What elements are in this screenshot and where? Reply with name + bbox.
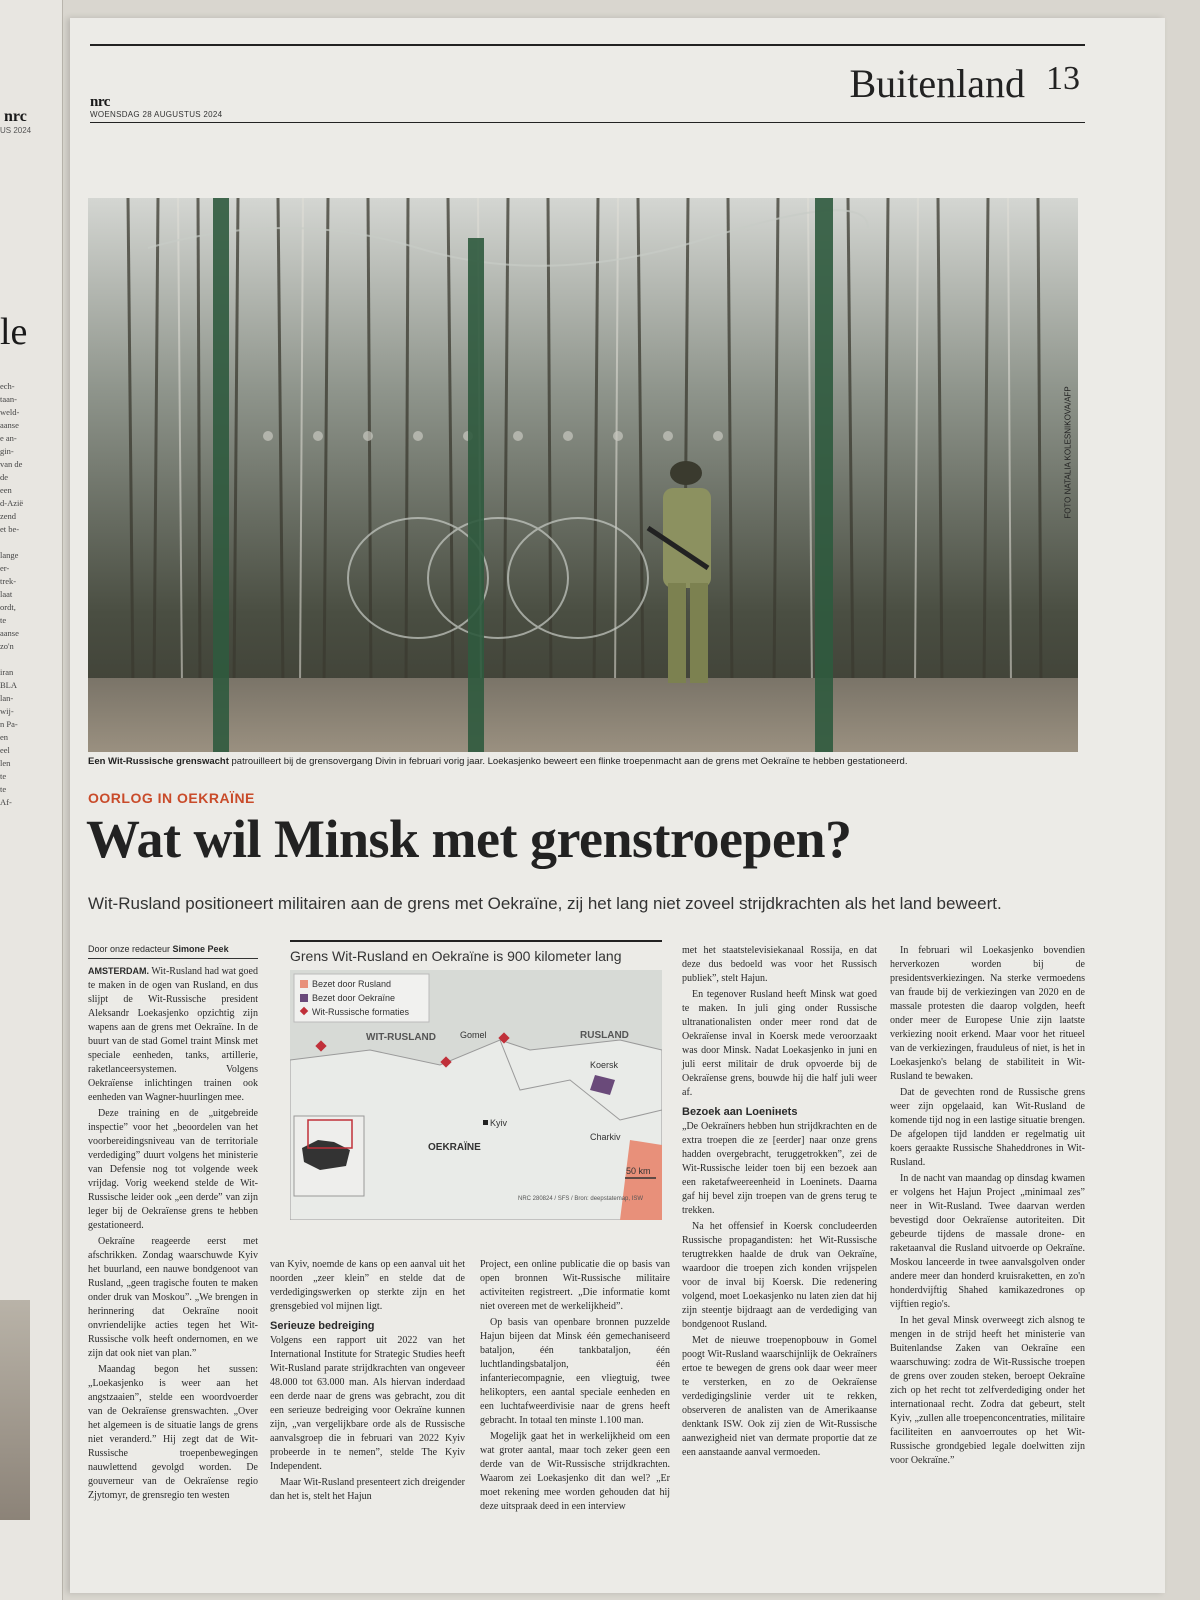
article-paragraph: Mogelijk gaat het in werkelijkheid om een wat groter aantal, maar toch zeker geen een derde van de Wit-Russische strijdkrachten. Waarom zei Loekasjenko dit dan wel? „Er moet rekening mee worden gehouden dat hij deze uitspraak deed in een interview <box>480 1431 670 1512</box>
adjacent-page-strip <box>0 0 63 1600</box>
page-number: 13 <box>1046 60 1080 97</box>
article-paragraph: „De Oekraïners hebben hun strijdkrachten en de extra troepen die ze [eerder] naar onze grens hadden overgebracht, teruggetrokken”, zei de Wit-Russische leider toen bij een bezoek aan een raketafweereenheid in Loeninets. Daarna gaf hij bevel zijn troepen van de grens terug te trekken. <box>682 1121 877 1216</box>
article-paragraph: Oekraïne reageerde eerst met afschrikken. Zondag waarschuwde Kyiv het buurland, een nauwe bondgenoot van Rusland, „geen tragische fouten te maken onder druk van Moskou”. „We brengen in herinnering dat Oekraïne nooit onvriendelijke acties tegen het Wit-Russische volk heeft ondernomen, en we zijn dat ook niet van plan.” <box>88 1236 258 1359</box>
article-column-4 <box>682 944 877 1462</box>
article-paragraph: Maar Wit-Rusland presenteert zich dreigender dan het is, stelt het Hajun <box>270 1477 465 1502</box>
map-source: NRC 280824 / SFS / Bron: deepstatemap, ISW <box>518 1196 644 1202</box>
legend-label: Bezet door Rusland <box>312 979 392 989</box>
map-label-russia: RUSLAND <box>580 1030 629 1041</box>
map-label-kyiv: Kyiv <box>490 1118 508 1128</box>
article-paragraph: Volgens een rapport uit 2022 van het International Institute for Strategic Studies heeft Wit-Rusland parate strijdkrachten van ongeveer 48.000 tot 63.000 man. Als hiervan inderdaad een derde naar de grens was gebracht, zou dit een serieuze bedreiging voor Oekraïne kunnen zijn, „van vergelijkbare orde als de Russische aanvalsgroep die in februari van 2022 Kyiv probeerde in te nemen”, stelde The Kyiv Independent. <box>270 1335 465 1472</box>
map-label-charkiv: Charkiv <box>590 1132 621 1142</box>
article-column-3 <box>480 1258 670 1516</box>
map-graphic <box>290 940 662 1242</box>
article-paragraph: Maandag begon het sussen: „Loekasjenko is weer aan het angstzaaien”, stelde een woordvoerder van de Oekraïense grenswachten. „Over het algemeen is de situatie langs de grens niet veranderd.” Hij zegt dat de Wit-Russische troepenbewegingen nauwlettend gevolgd worden. De gouverneur van de Oekraïense regio Zjytomyr, de grensregio ten westen <box>88 1364 258 1501</box>
article-subhead: Wit-Rusland positioneert militairen aan de grens met Oekraïne, zij het lang niet zoveel strijdkrachten als het land beweert. <box>88 894 1002 913</box>
map-scale: 50 km <box>626 1166 651 1176</box>
article-photo <box>88 198 1078 752</box>
article-paragraph: In februari wil Loekasjenko bovendien herverkozen worden bij de presidentsverkiezingen. Na sterke vermoedens van fraude bij de verkiezingen van 2020 en de massale protesten die daarop volgden, heeft onder meer de Europese Unie zijn laatste verkiezing nooit erkend. Maar voor het ritueel van de verkiezingen, frauduleus of niet, is het in Loekasjenko's belang de stabiliteit in Wit-Rusland te bewaken. <box>890 945 1085 1082</box>
map-label-koersk: Koersk <box>590 1060 619 1070</box>
adjacent-page-logo: nrc <box>4 108 27 125</box>
photo-illustration <box>88 198 1078 752</box>
article-paragraph: met het staatstelevisiekanaal Rossija, en dat deze dus bedoeld was voor het Russisch publiek”, stelt Hajun. <box>682 945 877 984</box>
legend-swatch-russia <box>300 980 308 988</box>
masthead-top-rule <box>90 44 1085 46</box>
article-column-2 <box>270 1258 465 1506</box>
dateline: AMSTERDAM. <box>88 966 149 976</box>
map-label-belarus: WIT-RUSLAND <box>366 1032 436 1043</box>
adjacent-page-text: ech- taan- weld- aanse e an- gin- van de de een d-Azië zend et be- lange er- trek- laat ordt, te aanse zo'n iran BLA lan- wij- n Pa- en eel len te te Af- <box>0 381 24 807</box>
article-paragraph: In de nacht van maandag op dinsdag kwamen er volgens het Hajun Project „minimaal zes” neer in Wit-Rusland. Twee daarvan werden bevestigd door Oekraïense autoriteiten. Dit gebeurde tijdens de massale drone- en raketaanval die Rusland uitvoerde op Oekraïne. Moskou lanceerde in twee aanvalsgolven onder andere meer dan honderd kruisraketten, en zo'n honderdvijftig Shahed kamikazedrones op vijftien regio's. <box>890 1173 1085 1310</box>
map-marker-kyiv <box>483 1120 488 1125</box>
article-column-5 <box>890 944 1085 1470</box>
article-paragraph: van Kyiv, noemde de kans op een aanval uit het noorden „zeer klein” en stelde dat de verdedigingswerken op sterkte zijn en het grensgebied vol mijnen ligt. <box>270 1259 465 1312</box>
map-label-ukraine: OEKRAÏNE <box>428 1142 481 1153</box>
article-paragraph: Met de nieuwe troepenopbouw in Gomel poogt Wit-Rusland waarschijnlijk de Oekraïners ertoe te bewegen de grens ook daar weer meer te versterken, en zo de Oekraïense verdedigingslinie verder uit te rekken, observeren de analisten van de Amerikaanse denktank ISW. Ook zij zien de Wit-Russische aanwezigheid niet van dermate proportie dat ze een aanstaande aanval vermoeden. <box>682 1335 877 1458</box>
section-name: Buitenland <box>849 61 1025 106</box>
adjacent-page-headline-fragment: le <box>0 311 28 353</box>
legend-label: Bezet door Oekraïne <box>312 993 396 1003</box>
article-kicker: OORLOG IN OEKRAÏNE <box>88 790 255 806</box>
caption-text: patrouilleert bij de grensovergang Divin in februari vorig jaar. Loekasjenko beweert een flinke troepenmacht aan de grens met Oekraïne te hebben gestationeerd. <box>228 756 908 767</box>
article-headline: Wat wil Minsk met grenstroepen? <box>86 809 852 869</box>
masthead-bottom-rule <box>90 122 1085 123</box>
paragraph-text: Wit-Rusland had wat goed te maken in de ogen van Rusland, en dus slijpt de Wit-Russische president Aleksandr Loekasjenko opzichtig zijn wapens aan de grens met Oekraïne. In de buurt van de stad Gomel traint Minsk met speciale eenheden, tanks, artillerie, raketlanceersystemen. Volgens Oekraïense inlichtingen trainen ook eenheden van Wagner-huurlingen mee. <box>88 966 258 1103</box>
newspaper-page <box>70 18 1165 1593</box>
legend-swatch-ukraine <box>300 994 308 1002</box>
article-paragraph: Project, een online publicatie die op basis van open bronnen Wit-Russische militaire activiteiten registreert. „Die informatie komt niet overeen met de werkelijkheid”. <box>480 1259 670 1312</box>
legend-label: Wit-Russische formaties <box>312 1007 410 1017</box>
map-label-gomel: Gomel <box>460 1030 487 1040</box>
article-paragraph: Deze training en de „uitgebreide inspectie” voor het „beoordelen van het voorbereidingsniveau van de territoriale verdediging” duurt volgens het ministerie van Defensie nog tot volgende week vrijdag. Vorig weekend stelde de Wit-Russische leider ook „een derde” van zijn leger bij de Oekraïense grens te hebben gestationeerd. <box>88 1108 258 1231</box>
photo-credit: FOTO NATALIA KOLESNIKOVA/AFP <box>1063 386 1073 519</box>
article-column-1 <box>88 944 258 1505</box>
photo-caption <box>88 756 1068 767</box>
article-paragraph: Op basis van openbare bronnen puzzelde Hajun bijeen dat Minsk één gemechaniseerd bataljon, één tankbataljon, één luchtlandingsbataljon, één infanteriecompagnie, een vliegtuig, twee helikopters, een aantal speciale eenheden en een luchtafweerdivisie naar de grens heeft gebracht. In totaal ten minste 1.100 man. <box>480 1317 670 1426</box>
adjacent-page-date: US 2024 <box>0 126 32 135</box>
article-paragraph: In het geval Minsk overweegt zich alsnog te mengen in de strijd heeft het ministerie van Buitenlandse Zaken van Oekraïne een waarschuwing: zodra de Wit-Russische troepen de grens over zouden steken, beroept Oekraïne zich op het recht tot zelfverdediging onder het internationaal recht. Zodra dat gebeurt, stelt Kyiv, „zullen alle troepenconcentraties, militaire faciliteiten en aanvoerroutes op het Wit-Russische grondgebied legale doelwitten zijn voor Oekraïne.” <box>890 1315 1085 1466</box>
subheading: Bezoek aan Loenінets <box>682 1106 798 1118</box>
byline-prefix: Door onze redacteur <box>88 944 173 954</box>
article-paragraph: Dat de gevechten rond de Russische grens weer zijn opgelaaid, kan Wit-Rusland de komende tijd nog in een lastige situatie brengen. De afgelopen tijd landden er regelmatig uit koers geraakte Russische Shaheddrones in Wit-Rusland. <box>890 1087 1085 1168</box>
caption-lead: Een Wit-Russische grenswacht <box>88 756 229 767</box>
map-svg <box>290 970 662 1220</box>
article-paragraph: En tegenover Rusland heeft Minsk wat goed te maken. In juli ging onder Russische ultranationalisten onder meer rond dat de Oekraïense inval in Koersk mede veroorzaakt was door Minsk. Nadat Loekasjenko in juni en juli eerst militair de druk opvoerde bij de Oekraïense grens, bouwde hij die half juli weer af. <box>682 989 877 1098</box>
masthead-logo: nrc <box>90 94 110 110</box>
byline <box>88 944 258 959</box>
adjacent-page-photo <box>0 1300 30 1520</box>
article-paragraph <box>88 965 258 1105</box>
masthead-date: WOENSDAG 28 AUGUSTUS 2024 <box>90 110 223 119</box>
subheading: Serieuze bedreiging <box>270 1320 375 1332</box>
article-paragraph: Na het offensief in Koersk concludeerden Russische propagandisten: het Wit-Russische terugtrekken haalde de druk van Oekraïne, waardoor die troepen zich konden vrijspelen voor de inval bij Koersk. Die redenering volgend, moet Loekasjenko nu laten zien dat hij zijn steentje bijdraagt aan de verdediging van bondgenoot Rusland. <box>682 1221 877 1330</box>
map-title: Grens Wit-Rusland en Oekraïne is 900 kilometer lang <box>290 948 622 964</box>
byline-name: Simone Peek <box>172 944 229 954</box>
